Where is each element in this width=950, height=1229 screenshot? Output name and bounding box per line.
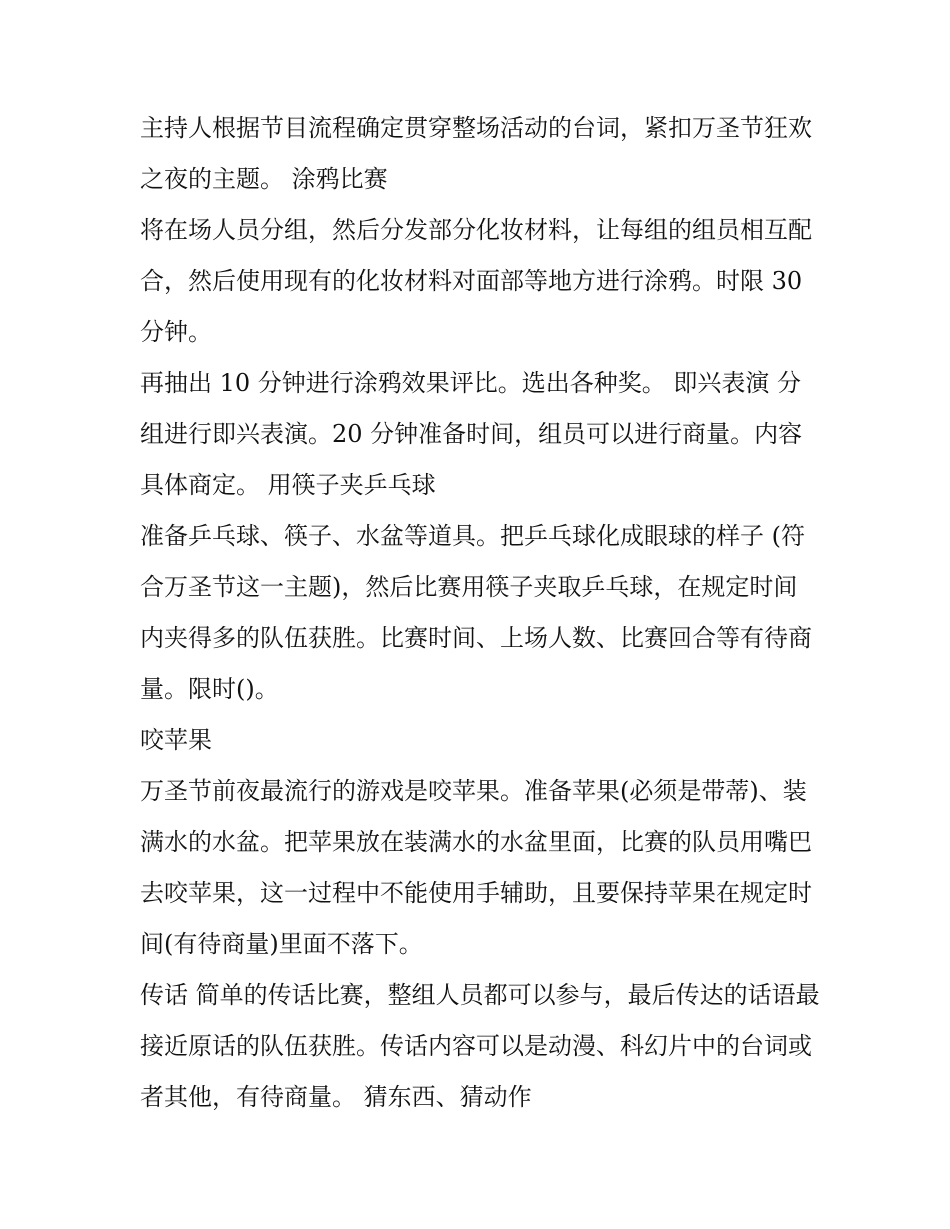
paragraph-6: 万圣节前夜最流行的游戏是咬苹果。准备苹果(必须是带蒂)、装满水的水盆。把苹果放在装满水的水盆里面，比赛的队员用嘴巴去咬苹果，这一过程中不能使用手辅助，且要保持苹果在规定时间(有待商量)里面不落下。 <box>140 777 812 958</box>
paragraph-2: 将在场人员分组，然后分发部分化妆材料，让每组的组员相互配合，然后使用现有的化妆材料对面部等地方进行涂鸦。时限 30 分钟。 <box>140 216 812 346</box>
document-body <box>140 103 820 1123</box>
paragraph-1: 主持人根据节目流程确定贯穿整场活动的台词，紧扣万圣节狂欢之夜的主题。 涂鸦比赛 <box>140 114 812 193</box>
paragraph-4: 准备乒乓球、筷子、水盆等道具。把乒乓球化成眼球的样子 (符合万圣节这一主题)，然后比赛用筷子夹取乒乓球，在规定时间内夹得多的队伍获胜。比赛时间、上场人数、比赛回合等有待商量。限时()。 <box>140 522 812 703</box>
paragraph-3: 再抽出 10 分钟进行涂鸦效果评比。选出各种奖。 即兴表演 分组进行即兴表演。20 分钟准备时间，组员可以进行商量。内容具体商定。 用筷子夹乒乓球 <box>140 369 803 499</box>
paragraph-7: 传话 简单的传话比赛，整组人员都可以参与，最后传达的话语最接近原话的队伍获胜。传话内容可以是动漫、科幻片中的台词或者其他，有待商量。 猜东西、猜动作 <box>140 981 820 1111</box>
paragraph-5: 咬苹果 <box>140 726 212 754</box>
